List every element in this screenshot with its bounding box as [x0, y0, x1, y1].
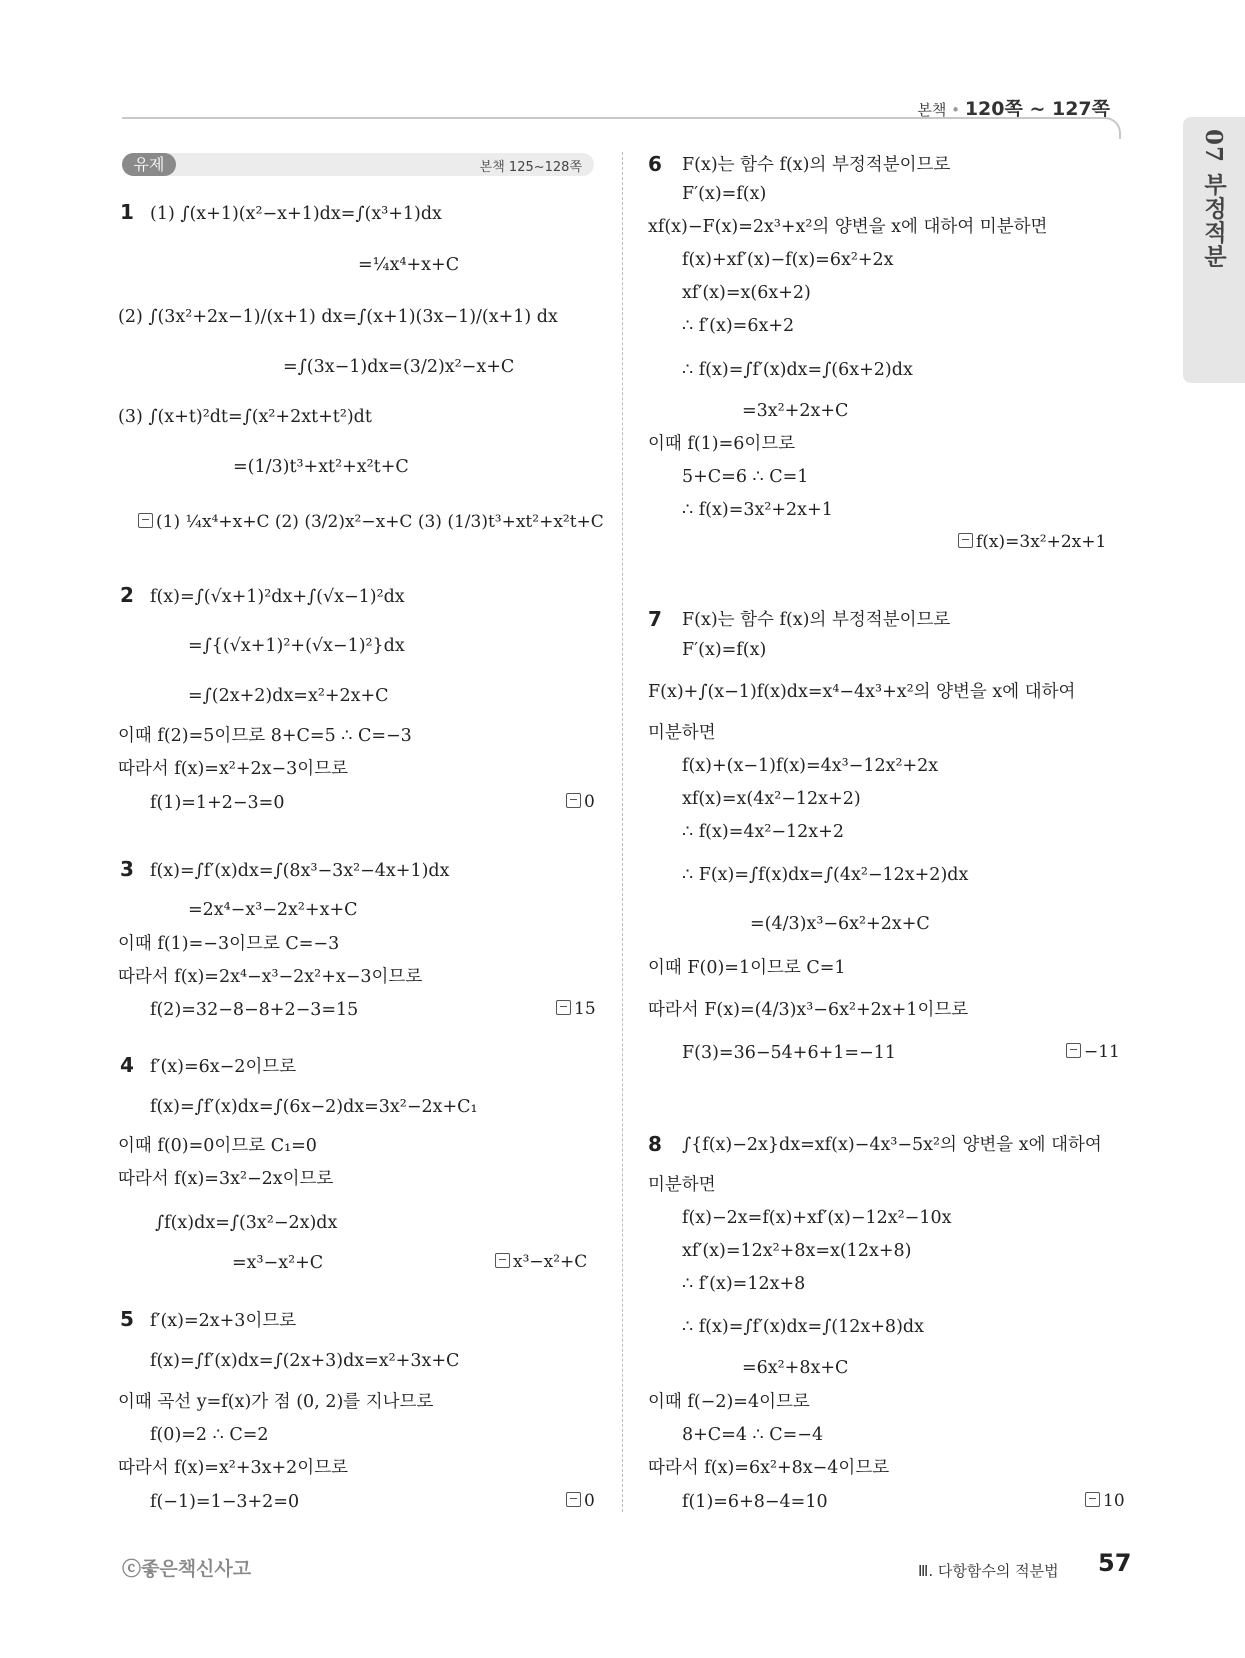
solution-line: f(x)−2x=f(x)+xf′(x)−12x²−10x [682, 1208, 952, 1228]
problem-number: 4 [120, 1053, 134, 1077]
answer [1066, 1042, 1120, 1062]
header-range: 120쪽 ~ 127쪽 [964, 98, 1110, 120]
solution-line: (1) ∫(x+1)(x²−x+1)dx=∫(x³+1)dx [150, 204, 442, 224]
solution-line: F(3)=36−54+6+1=−11 [682, 1043, 896, 1063]
problem-number: 7 [648, 607, 662, 631]
answer-icon [958, 533, 973, 548]
solution-line: 따라서 F(x)=(4/3)x³−6x²+2x+1이므로 [648, 1000, 969, 1020]
solution-line: =∫(2x+2)dx=x²+2x+C [188, 686, 389, 706]
solution-line: 미분하면 [648, 1175, 716, 1195]
answer-text: 15 [574, 999, 596, 1019]
solution-line: f(x)+(x−1)f(x)=4x³−12x²+2x [682, 756, 939, 776]
chapter-tab [1183, 117, 1245, 383]
solution-line: 따라서 f(x)=6x²+8x−4이므로 [648, 1458, 890, 1478]
solution-line: =∫{(√x+1)²+(√x−1)²}dx [188, 636, 405, 656]
solution-line: 5+C=6 ∴ C=1 [682, 467, 809, 487]
solution-line: f(x)+xf′(x)−f(x)=6x²+2x [682, 250, 894, 270]
answer-icon [566, 793, 581, 808]
solution-line: 따라서 f(x)=x²+2x−3이므로 [118, 759, 349, 779]
solution-line: f(x)=∫(√x+1)²dx+∫(√x−1)²dx [150, 587, 405, 607]
answer-text: 0 [584, 1491, 595, 1511]
solution-line: xf′(x)=12x²+8x=x(12x+8) [682, 1241, 912, 1261]
answer-icon [566, 1492, 581, 1507]
solution-line: f(x)=∫f′(x)dx=∫(2x+3)dx=x²+3x+C [150, 1351, 460, 1371]
page-number: 57 [1098, 1549, 1132, 1577]
problem-number: 1 [120, 200, 134, 224]
solution-line: ∴ f(x)=3x²+2x+1 [682, 500, 833, 520]
solution-line: ∴ f′(x)=6x+2 [682, 316, 795, 336]
solution-line: f(1)=6+8−4=10 [682, 1492, 828, 1512]
solution-line: =3x²+2x+C [742, 401, 849, 421]
section-banner [122, 153, 594, 176]
chapter-title: Ⅲ. 다항함수의 적분법 [918, 1562, 1059, 1580]
problem-number: 6 [648, 152, 662, 176]
solution-line: =∫(3x−1)dx=(3/2)x²−x+C [283, 357, 515, 377]
header-rule [122, 117, 1121, 139]
solution-line: f′(x)=2x+3이므로 [150, 1311, 297, 1331]
solution-line: 이때 F(0)=1이므로 C=1 [648, 958, 846, 978]
answer-icon [138, 513, 153, 528]
answer-text: (1) ¼x⁴+x+C (2) (3/2)x²−x+C (3) (1/3)t³+xt²+x²t+C [156, 512, 604, 532]
solution-line: 이때 f(1)=−3이므로 C=−3 [118, 934, 340, 954]
solution-line: =6x²+8x+C [742, 1358, 849, 1378]
answer [566, 792, 595, 812]
section-reference: 본책 125~128쪽 [479, 160, 582, 175]
answer [566, 1491, 595, 1511]
solution-line: 이때 f(−2)=4이므로 [648, 1392, 810, 1412]
answer [1085, 1491, 1125, 1511]
answer-text: −11 [1084, 1042, 1120, 1062]
solution-line: ∫f(x)dx=∫(3x²−2x)dx [155, 1213, 338, 1233]
solution-line: 따라서 f(x)=2x⁴−x³−2x²+x−3이므로 [118, 967, 423, 987]
answer-text: 10 [1103, 1491, 1125, 1511]
problem-number: 8 [648, 1132, 662, 1156]
solution-line: 미분하면 [648, 723, 716, 743]
solution-line: 이때 f(0)=0이므로 C₁=0 [118, 1136, 317, 1156]
solution-line: 따라서 f(x)=3x²−2x이므로 [118, 1169, 334, 1189]
solution-line: f(2)=32−8−8+2−3=15 [150, 1000, 359, 1020]
solution-line: f′(x)=6x−2이므로 [150, 1057, 297, 1077]
solution-line: 이때 f(2)=5이므로 8+C=5 ∴ C=−3 [118, 726, 412, 746]
solution-line: (3) ∫(x+t)²dt=∫(x²+2xt+t²)dt [118, 407, 372, 427]
solution-line: ∴ f(x)=∫f′(x)dx=∫(6x+2)dx [682, 360, 913, 380]
answer [556, 999, 596, 1019]
solution-line: f(0)=2 ∴ C=2 [150, 1425, 269, 1445]
solution-line: F(x)는 함수 f(x)의 부정적분이므로 [682, 610, 951, 630]
solution-line: 이때 곡선 y=f(x)가 점 (0, 2)를 지나므로 [118, 1392, 434, 1412]
publisher-logo: ⓒ좋은책신사고 [122, 1558, 252, 1580]
answer [958, 532, 1106, 552]
answer-icon [556, 1000, 571, 1015]
problem-number: 3 [120, 857, 134, 881]
solution-line: f(−1)=1−3+2=0 [150, 1492, 300, 1512]
problem-number: 2 [120, 583, 134, 607]
chapter-tab-label: 07 부정적분 [1200, 129, 1227, 269]
answer-icon [1085, 1492, 1100, 1507]
solution-line: =(4/3)x³−6x²+2x+C [750, 914, 930, 934]
answer-icon [1066, 1043, 1081, 1058]
solution-line: ∫{f(x)−2x}dx=xf(x)−4x³−5x²의 양변을 x에 대하여 [682, 1135, 1102, 1155]
solution-line: F′(x)=f(x) [682, 640, 767, 660]
solution-line: (2) ∫(3x²+2x−1)/(x+1) dx=∫(x+1)(3x−1)/(x+1) dx [118, 307, 558, 327]
header-bullet: • [951, 101, 961, 119]
answer-text: 0 [584, 792, 595, 812]
solution-line: f(1)=1+2−3=0 [150, 793, 285, 813]
solution-line: xf(x)=x(4x²−12x+2) [682, 789, 861, 809]
solution-line: =2x⁴−x³−2x²+x+C [188, 900, 358, 920]
solution-line: 8+C=4 ∴ C=−4 [682, 1425, 824, 1445]
solution-line: 따라서 f(x)=x²+3x+2이므로 [118, 1458, 349, 1478]
answer-text: x³−x²+C [513, 1252, 588, 1272]
solution-line: 이때 f(1)=6이므로 [648, 434, 796, 454]
solution-line: F(x)+∫(x−1)f(x)dx=x⁴−4x³+x²의 양변을 x에 대하여 [648, 682, 1076, 702]
header-book: 본책 [917, 101, 947, 119]
solution-line: =x³−x²+C [232, 1253, 324, 1273]
problem-number: 5 [120, 1307, 134, 1331]
solution-line: F′(x)=f(x) [682, 184, 767, 204]
answer-text: f(x)=3x²+2x+1 [976, 532, 1107, 552]
solution-line: =¼x⁴+x+C [358, 255, 460, 275]
answer [495, 1252, 587, 1272]
solution-line: =(1/3)t³+xt²+x²t+C [233, 457, 409, 477]
answer [138, 512, 604, 532]
answer-icon [495, 1253, 510, 1268]
solution-line: ∴ f(x)=∫f′(x)dx=∫(12x+8)dx [682, 1317, 924, 1337]
section-badge: 유제 [122, 153, 176, 176]
solution-line: f(x)=∫f′(x)dx=∫(8x³−3x²−4x+1)dx [150, 861, 450, 881]
solution-line: f(x)=∫f′(x)dx=∫(6x−2)dx=3x²−2x+C₁ [150, 1097, 478, 1117]
column-divider [622, 152, 623, 1512]
solution-line: xf(x)−F(x)=2x³+x²의 양변을 x에 대하여 미분하면 [648, 217, 1048, 237]
solution-line: xf′(x)=x(6x+2) [682, 283, 811, 303]
solution-line: ∴ f′(x)=12x+8 [682, 1274, 806, 1294]
solution-line: ∴ f(x)=4x²−12x+2 [682, 822, 844, 842]
solution-line: F(x)는 함수 f(x)의 부정적분이므로 [682, 155, 951, 175]
solution-line: ∴ F(x)=∫f(x)dx=∫(4x²−12x+2)dx [682, 865, 969, 885]
